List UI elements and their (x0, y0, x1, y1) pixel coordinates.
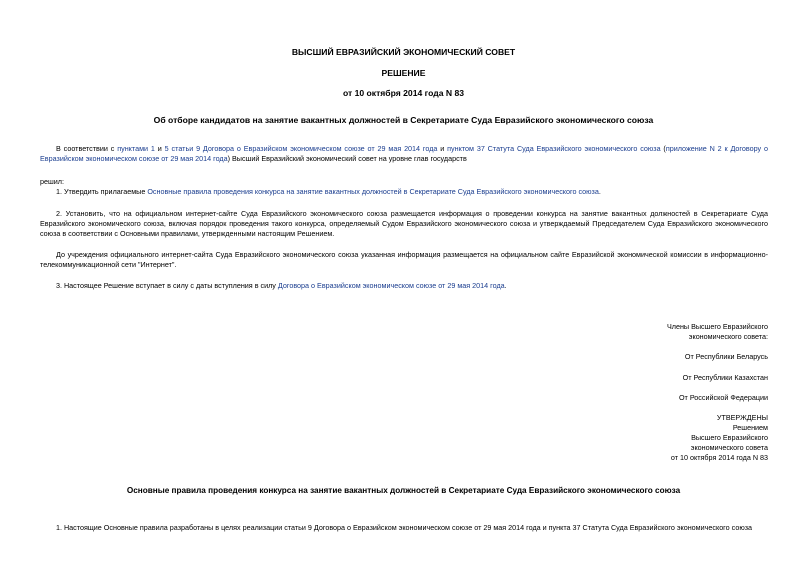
signature-russia: От Российской Федерации (678, 393, 768, 402)
document-type-heading: РЕШЕНИЕ (381, 68, 426, 78)
item-1-paragraph (56, 187, 601, 197)
link-statute-point-37[interactable]: пунктом 37 Статута Суда Евразийского экономического союза (447, 144, 661, 153)
approval-line-3: Высшего Евразийского (691, 433, 768, 442)
preamble-text-3: и (437, 144, 448, 153)
link-treaty-article-9[interactable]: 5 статьи 9 Договора о Евразийском экономическом союзе от 29 мая 2014 года (164, 144, 438, 153)
signature-kazakhstan: От Республики Казахстан (682, 373, 768, 382)
document-title: Об отборе кандидатов на занятие вакантных должностей в Секретариате Суда Евразийского экономического союза (153, 115, 654, 125)
preamble-text-5: ) Высший Евразийский экономический совет на уровне глав государств (227, 154, 467, 163)
approval-line-4: экономического совета (690, 443, 768, 452)
link-points-1[interactable]: пунктами 1 (117, 144, 155, 153)
document-date-number: от 10 октября 2014 года N 83 (342, 88, 465, 98)
rules-item-1-paragraph: 1. Настоящие Основные правила разработаны в целях реализации статьи 9 Договора о Евразийском экономическом союзе от 29 мая 2014 года и пункта 37 Статута Суда Евразийского экономического союза (56, 523, 752, 532)
signature-belarus: От Республики Беларусь (684, 352, 768, 361)
link-treaty-annex-2[interactable]: приложение N 2 к Договору о Евразийском экономическом союзе от 29 мая 2014 года (40, 144, 768, 163)
signatures-members-line-2: экономического совета: (688, 332, 768, 341)
item-3-paragraph (56, 281, 507, 291)
preamble-text-4: ( (660, 144, 666, 153)
item-3-text-1: 3. Настоящее Решение вступает в силу с даты вступления в силу (56, 281, 278, 290)
link-basic-rules[interactable]: Основные правила проведения конкурса на занятие вакантных должностей в Секретариате Суда Евразийского экономического союза (147, 187, 599, 196)
approval-line-5: от 10 октября 2014 года N 83 (670, 453, 768, 462)
approval-line-1: УТВЕРЖДЕНЫ (716, 413, 768, 422)
rules-title: Основные правила проведения конкурса на занятие вакантных должностей в Секретариате Суда Евразийского экономического союза (126, 486, 681, 495)
signatures-members-line-1: Члены Высшего Евразийского (666, 322, 768, 331)
item-1-text-1: 1. Утвердить прилагаемые (56, 187, 148, 196)
resolved-label: решил: (40, 177, 64, 186)
council-heading: ВЫСШИЙ ЕВРАЗИЙСКИЙ ЭКОНОМИЧЕСКИЙ СОВЕТ (291, 47, 516, 57)
item-3-text-2: . (504, 281, 507, 290)
preamble-paragraph (40, 144, 768, 164)
preamble-text-2: и (154, 144, 165, 153)
link-treaty[interactable]: Договора о Евразийском экономическом союзе от 29 мая 2014 года (277, 281, 505, 290)
preamble-text-1: В соответствии с (56, 144, 118, 153)
item-2-paragraph: 2. Установить, что на официальном интернет-сайте Суда Евразийского экономического союза размещается информация о проведении конкурса на занятие вакантных должностей в Секретариате Суда Евразийского экономического союза, включая порядок проведения такого конкурса, определяемый Судом Евразийского экономического союза и утверждаемый Председателем Суда Евразийского экономического союза в соответствии с Основными правилами, утвержденными настоящим Решением. (40, 209, 768, 238)
approval-line-2: Решением (732, 423, 768, 432)
item-2b-paragraph: До учреждения официального интернет-сайта Суда Евразийского экономического союза указанная информация размещается на официальном сайте Евразийской экономической комиссии в информационно-телекоммуникационной сети "Интернет". (40, 250, 768, 269)
item-1-text-2: . (598, 187, 601, 196)
